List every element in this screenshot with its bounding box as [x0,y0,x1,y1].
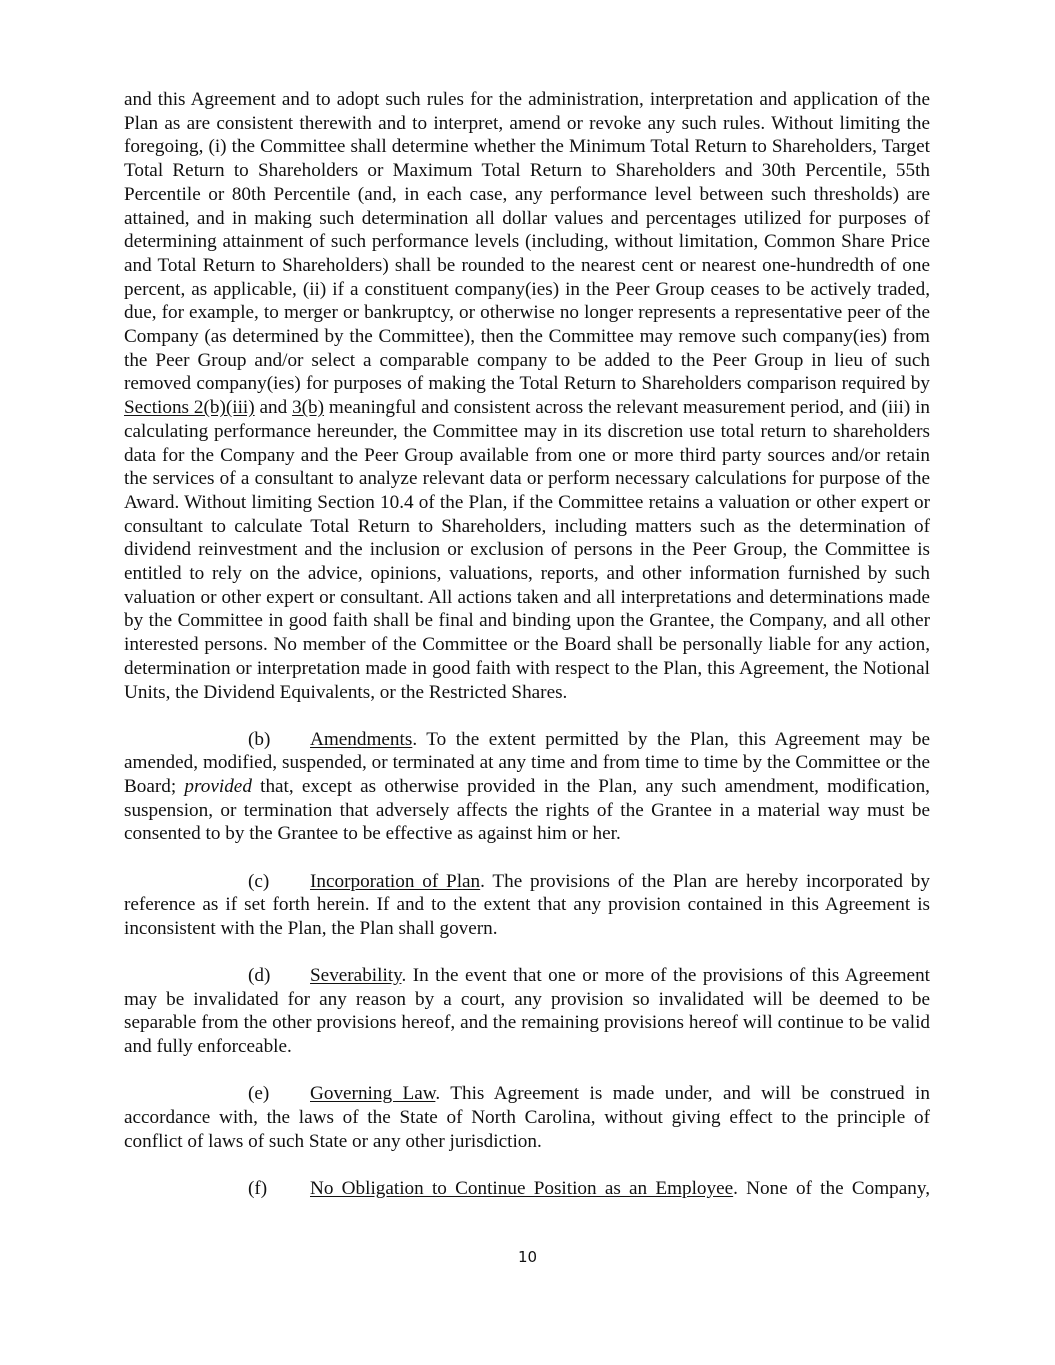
page-number: 10 [517,1248,538,1266]
paragraph-amendments [124,728,930,847]
incorporation-heading: Incorporation of Plan [310,870,481,892]
paragraph-severability [124,964,930,1059]
paragraph-administration-text-1: and this Agreement and to adopt such rules for the administration, interpretation and application of the Plan as are consistent therewith and to interpret, amend or revoke any such rules. Without limiting the foregoing, (i) the Committee shall determine whether the Minimum Total Return to Shareholders, Target Total Return to Shareholders or Maximum Total Return to Shareholders and 30th Percentile, 55th Percentile or 80th Percentile (and, in each case, any performance level between such thresholds) are attained, and in making such determination all dollar values and percentages utilized for purposes of determining attainment of such performance levels (including, without limitation, Common Share Price and Total Return to Shareholders) shall be rounded to the nearest cent or nearest one-hundredth of one percent, as applicable, (ii) if a constituent company(ies) in the Peer Group ceases to be actively traded, due, for example, to merger or bankruptcy, or otherwise no longer represents a representative peer of the Company (as determined by the Committee), then the Committee may remove such company(ies) from the Peer Group and/or select a comparable company to be added to the Peer Group in lieu of such removed company(ies) for purposes of making the Total Return to Shareholders comparison required by [124,89,930,395]
document-page [124,88,930,1224]
amendments-text-1: . To the extent permitted by the Plan, this Agreement may be amended, modified, suspended, or terminated at any time and from time to time by the Committee or the Board; [124,728,930,798]
section-3b-reference: 3(b) [292,397,325,419]
amendments-label: (b) [248,728,271,750]
severability-heading: Severability [310,965,402,987]
severability-text: . In the event that one or more of the provisions of this Agreement may be invalidated for any reason by a court, any provision so invalidated will be deemed to be separable from the other provisions hereof, and the remaining provisions hereof will continue to be valid and fully enforceable. [124,965,930,1058]
incorporation-text: . The provisions of the Plan are hereby incorporated by reference as if set forth herein. If and to the extent that any provision contained in this Agreement is inconsistent with the Plan, the Plan shall govern. [124,870,930,939]
paragraph-administration [124,88,930,704]
incorporation-label: (c) [248,870,270,892]
paragraph-governing-law [124,1082,930,1153]
amendments-provided: provided [184,776,252,798]
paragraph-no-obligation [124,1177,930,1201]
governing-law-heading: Governing Law [310,1083,436,1105]
no-obligation-text: . None of the Company, [733,1177,930,1199]
governing-law-text: . This Agreement is made under, and will be construed in accordance with, the laws of the State of North Carolina, without giving effect to the principle of conflict of laws of such State or any other jurisdiction. [124,1083,930,1152]
no-obligation-heading: No Obligation to Continue Position as an Employee [310,1177,734,1199]
no-obligation-label: (f) [248,1177,268,1199]
paragraph-administration-text-2: meaningful and consistent across the relevant measurement period, and (iii) in calculating performance hereunder, the Committee may in its discretion use total return to shareholders data for the Company and the Peer Group available from one or more third party sources and/or retain the services of a consultant to analyze relevant data or perform necessary calculations for purpose of the Award. Without limiting Section 10.4 of the Plan, if the Committee retains a valuation or other expert or consultant to calculate Total Return to Shareholders, including matters such as the determination of dividend reinvestment and the inclusion or exclusion of persons in the Peer Group, the Committee is entitled to rely on the advice, opinions, valuations, reports, and other information furnished by such valuation or other expert or consultant. All actions taken and all interpretations and determinations made by the Committee in good faith shall be final and binding upon the Grantee, the Company, and all other interested persons. No member of the Committee or the Board shall be personally liable for any action, determination or interpretation made in good faith with respect to the Plan, this Agreement, the Notional Units, the Dividend Equivalents, or the Restricted Shares. [124,397,930,703]
paragraph-incorporation-of-plan [124,870,930,941]
governing-law-label: (e) [248,1083,270,1105]
amendments-heading: Amendments [310,728,413,750]
sections-2biii-reference: Sections 2(b)(iii) [124,397,255,419]
paragraph-administration-and: and [254,397,293,419]
amendments-text-2: that, except as otherwise provided in the Plan, any such amendment, modification, suspension, or termination that adversely affects the rights of the Grantee in a material way must be consented to by the Grantee to be effective as against him or her. [124,776,930,845]
severability-label: (d) [248,965,271,987]
